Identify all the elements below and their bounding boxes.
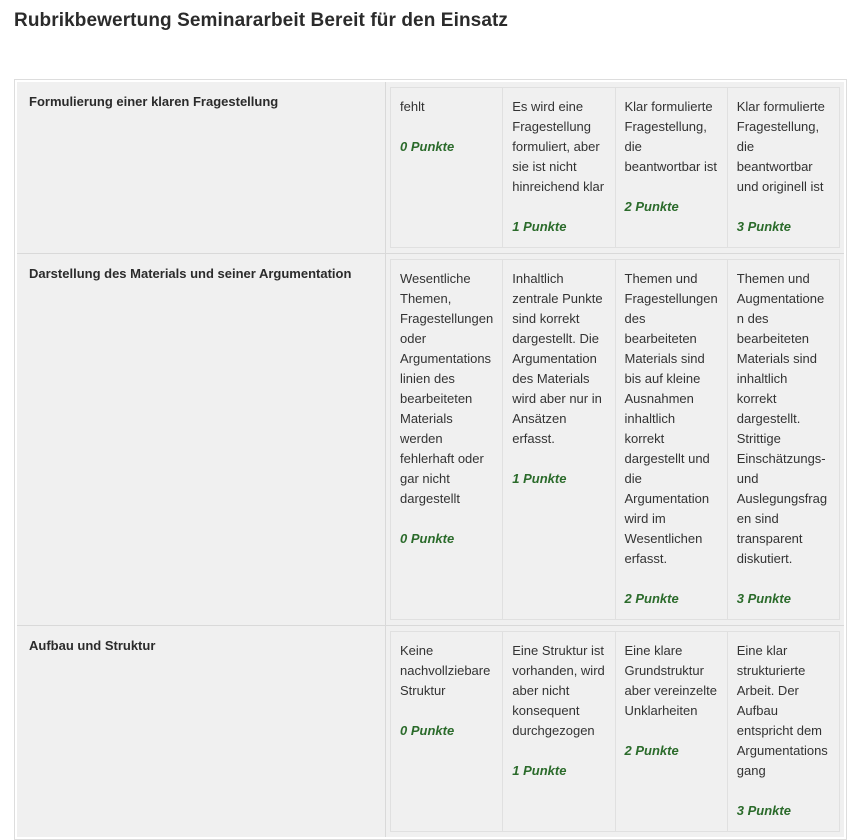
page-title: Rubrikbewertung Seminararbeit Bereit für den Einsatz xyxy=(14,10,509,31)
level-cell[interactable] xyxy=(503,259,615,619)
level-cell[interactable] xyxy=(615,87,727,247)
criterion-cell xyxy=(17,253,386,625)
level-description: Eine Struktur ist vorhanden, wird aber nicht konsequent durchgezogen xyxy=(512,642,605,738)
level-points: 1 Punkte xyxy=(512,762,567,778)
level-cell[interactable] xyxy=(391,259,503,619)
levels-grid xyxy=(390,87,840,248)
level-points: 3 Punkte xyxy=(736,218,791,234)
level-description: Klar formulierte Fragestellung, die beantwortbar ist xyxy=(624,98,717,174)
level-points: 0 Punkte xyxy=(400,138,455,154)
levels-grid xyxy=(390,631,840,832)
level-description: Es wird eine Fragestellung formuliert, aber sie ist nicht hinreichend klar xyxy=(512,98,605,194)
levels-cell xyxy=(386,82,845,254)
level-cell[interactable] xyxy=(503,631,615,831)
level-points: 2 Punkte xyxy=(624,198,679,214)
level-points: 0 Punkte xyxy=(400,530,455,546)
level-points: 3 Punkte xyxy=(736,590,791,606)
level-description: Eine klar strukturierte Arbeit. Der Aufbau entspricht dem Argumentationsgang xyxy=(736,642,828,778)
level-points: 2 Punkte xyxy=(624,742,679,758)
level-points: 2 Punkte xyxy=(624,590,679,606)
level-description: Eine klare Grundstruktur aber vereinzelte Unklarheiten xyxy=(624,642,717,718)
level-points: 0 Punkte xyxy=(400,722,455,738)
level-description: Themen und Fragestellungen des bearbeiteten Materials sind bis auf kleine Ausnahmen inhaltlich korrekt dargestellt und die Argumentation wird im Wesentlichen erfasst. xyxy=(624,270,718,566)
level-description: Keine nachvollziebare Struktur xyxy=(400,642,491,698)
level-points: 3 Punkte xyxy=(736,802,791,818)
rubric-table xyxy=(17,82,844,837)
criterion-label: Formulierung einer klaren Fragestellung xyxy=(29,93,279,109)
level-description: Klar formulierte Fragestellung, die beantwortbar und originell ist xyxy=(736,98,825,194)
levels-cell xyxy=(386,253,845,625)
table-row xyxy=(17,625,844,837)
level-cell[interactable] xyxy=(615,631,727,831)
level-cell[interactable] xyxy=(503,87,615,247)
level-points: 1 Punkte xyxy=(512,470,567,486)
level-cell[interactable] xyxy=(727,259,839,619)
level-cell[interactable] xyxy=(727,631,839,831)
criterion-cell xyxy=(17,625,386,837)
rubric-table-container xyxy=(14,79,847,840)
levels-cell xyxy=(386,625,845,837)
criterion-cell xyxy=(17,82,386,254)
table-row xyxy=(17,253,844,625)
level-cell[interactable] xyxy=(391,87,503,247)
level-description: Inhaltlich zentrale Punkte sind korrekt dargestellt. Die Argumentation des Materials wird aber nur in Ansätzen erfasst. xyxy=(512,270,603,446)
level-cell[interactable] xyxy=(391,631,503,831)
levels-grid xyxy=(390,259,840,620)
criterion-label: Darstellung des Materials und seiner Argumentation xyxy=(29,265,352,281)
table-row xyxy=(17,82,844,254)
criterion-label: Aufbau und Struktur xyxy=(29,637,156,653)
level-description: fehlt xyxy=(400,98,425,114)
level-description: Wesentliche Themen, Fragestellungen oder Argumentationslinien des bearbeiteten Materials werden fehlerhaft oder gar nicht dargestellt xyxy=(400,270,494,506)
level-cell[interactable] xyxy=(615,259,727,619)
level-description: Themen und Augmentationen des bearbeiteten Materials sind inhaltlich korrekt dargestellt. Strittige Einschätzungs- und Auslegungsfragen sind transparent diskutiert. xyxy=(736,270,828,566)
level-points: 1 Punkte xyxy=(512,218,567,234)
rubric-table-body xyxy=(17,82,844,837)
level-cell[interactable] xyxy=(727,87,839,247)
